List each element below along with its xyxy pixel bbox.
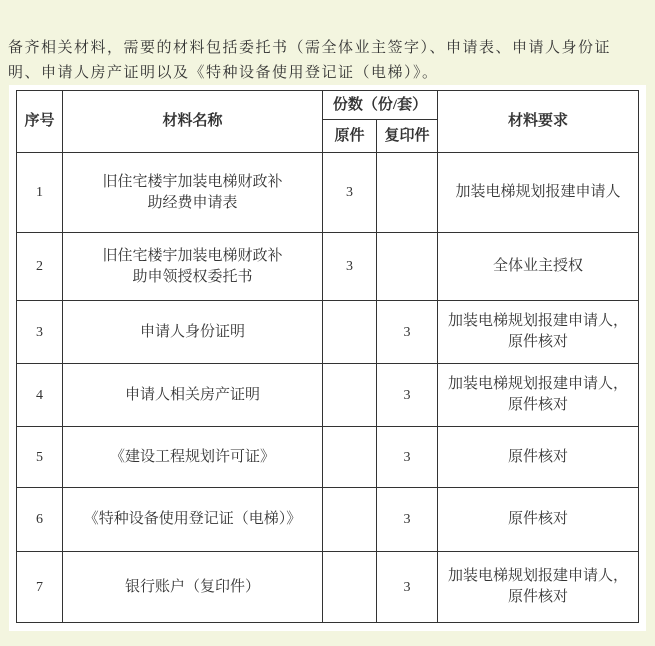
material-requirement: 原件核对: [508, 511, 569, 527]
material-name: 《建设工程规划许可证》: [109, 448, 275, 465]
material-name-cell: [63, 364, 323, 427]
copy-count-cell: 3: [377, 488, 438, 552]
material-name-cell: [63, 552, 323, 623]
material-requirement: 全体业主授权: [493, 258, 584, 274]
row-index-cell: 2: [17, 233, 63, 301]
row-index-cell: 3: [17, 301, 63, 364]
copy-count-cell: 3: [377, 427, 438, 488]
material-name: 旧住宅楼宇加装电梯财政补助申领授权委托书: [102, 247, 283, 285]
copy-count-cell: [377, 153, 438, 233]
table-row: [17, 233, 639, 301]
copy-count-cell: 3: [377, 301, 438, 364]
original-count-cell: [323, 488, 377, 552]
material-name: 申请人相关房产证明: [124, 386, 260, 403]
materials-table: [16, 90, 639, 623]
original-count-cell: [323, 301, 377, 364]
table-row: [17, 552, 639, 623]
table-row: [17, 488, 639, 552]
table-row: [17, 153, 639, 233]
table-row: [17, 427, 639, 488]
row-index-cell: 1: [17, 153, 63, 233]
header-original: 原件: [323, 120, 377, 153]
requirement-cell: [438, 488, 639, 552]
original-count-cell: 3: [323, 233, 377, 301]
material-name: 《特种设备使用登记证（电梯）》: [83, 511, 302, 527]
material-name: 银行账户（复印件）: [124, 578, 260, 595]
material-requirement: 加装电梯规划报建申请人，原件核对: [448, 376, 629, 413]
table-row: [17, 364, 639, 427]
header-index: 序号: [17, 91, 63, 153]
original-count-cell: [323, 364, 377, 427]
material-name-cell: [63, 153, 323, 233]
intro-paragraph: 备齐相关材料，需要的材料包括委托书（需全体业主签字）、申请表、申请人身份证明、申请人房产证明以及《特种设备使用登记证（电梯）》。: [8, 38, 612, 81]
material-requirement: 原件核对: [508, 448, 569, 465]
row-index-cell: 7: [17, 552, 63, 623]
table-body: [17, 153, 639, 623]
header-material-name: 材料名称: [63, 91, 323, 153]
material-requirement: 加装电梯规划报建申请人，原件核对: [448, 313, 629, 350]
requirement-cell: [438, 153, 639, 233]
header-copies: 份数（份/套）: [323, 91, 438, 120]
material-name-cell: [63, 427, 323, 488]
copy-count-cell: 3: [377, 364, 438, 427]
row-index-cell: 6: [17, 488, 63, 552]
table-row: [17, 301, 639, 364]
material-name: 旧住宅楼宇加装电梯财政补助经费申请表: [102, 173, 283, 211]
original-count-cell: 3: [323, 153, 377, 233]
requirement-cell: [438, 301, 639, 364]
requirement-cell: [438, 552, 639, 623]
material-name-cell: [63, 488, 323, 552]
copy-count-cell: 3: [377, 552, 438, 623]
row-index-cell: 4: [17, 364, 63, 427]
table-header: [17, 91, 639, 153]
original-count-cell: [323, 427, 377, 488]
header-requirement: 材料要求: [438, 91, 639, 153]
material-name-cell: [63, 301, 323, 364]
material-requirement: 加装电梯规划报建申请人，原件核对: [448, 568, 629, 605]
requirement-cell: [438, 364, 639, 427]
requirement-cell: [438, 233, 639, 301]
header-copy: 复印件: [377, 120, 438, 153]
material-name: 申请人身份证明: [139, 323, 245, 340]
material-name-cell: [63, 233, 323, 301]
row-index-cell: 5: [17, 427, 63, 488]
header-row: [17, 91, 639, 120]
requirement-cell: [438, 427, 639, 488]
original-count-cell: [323, 552, 377, 623]
copy-count-cell: [377, 233, 438, 301]
material-requirement: 加装电梯规划报建申请人: [455, 184, 621, 200]
